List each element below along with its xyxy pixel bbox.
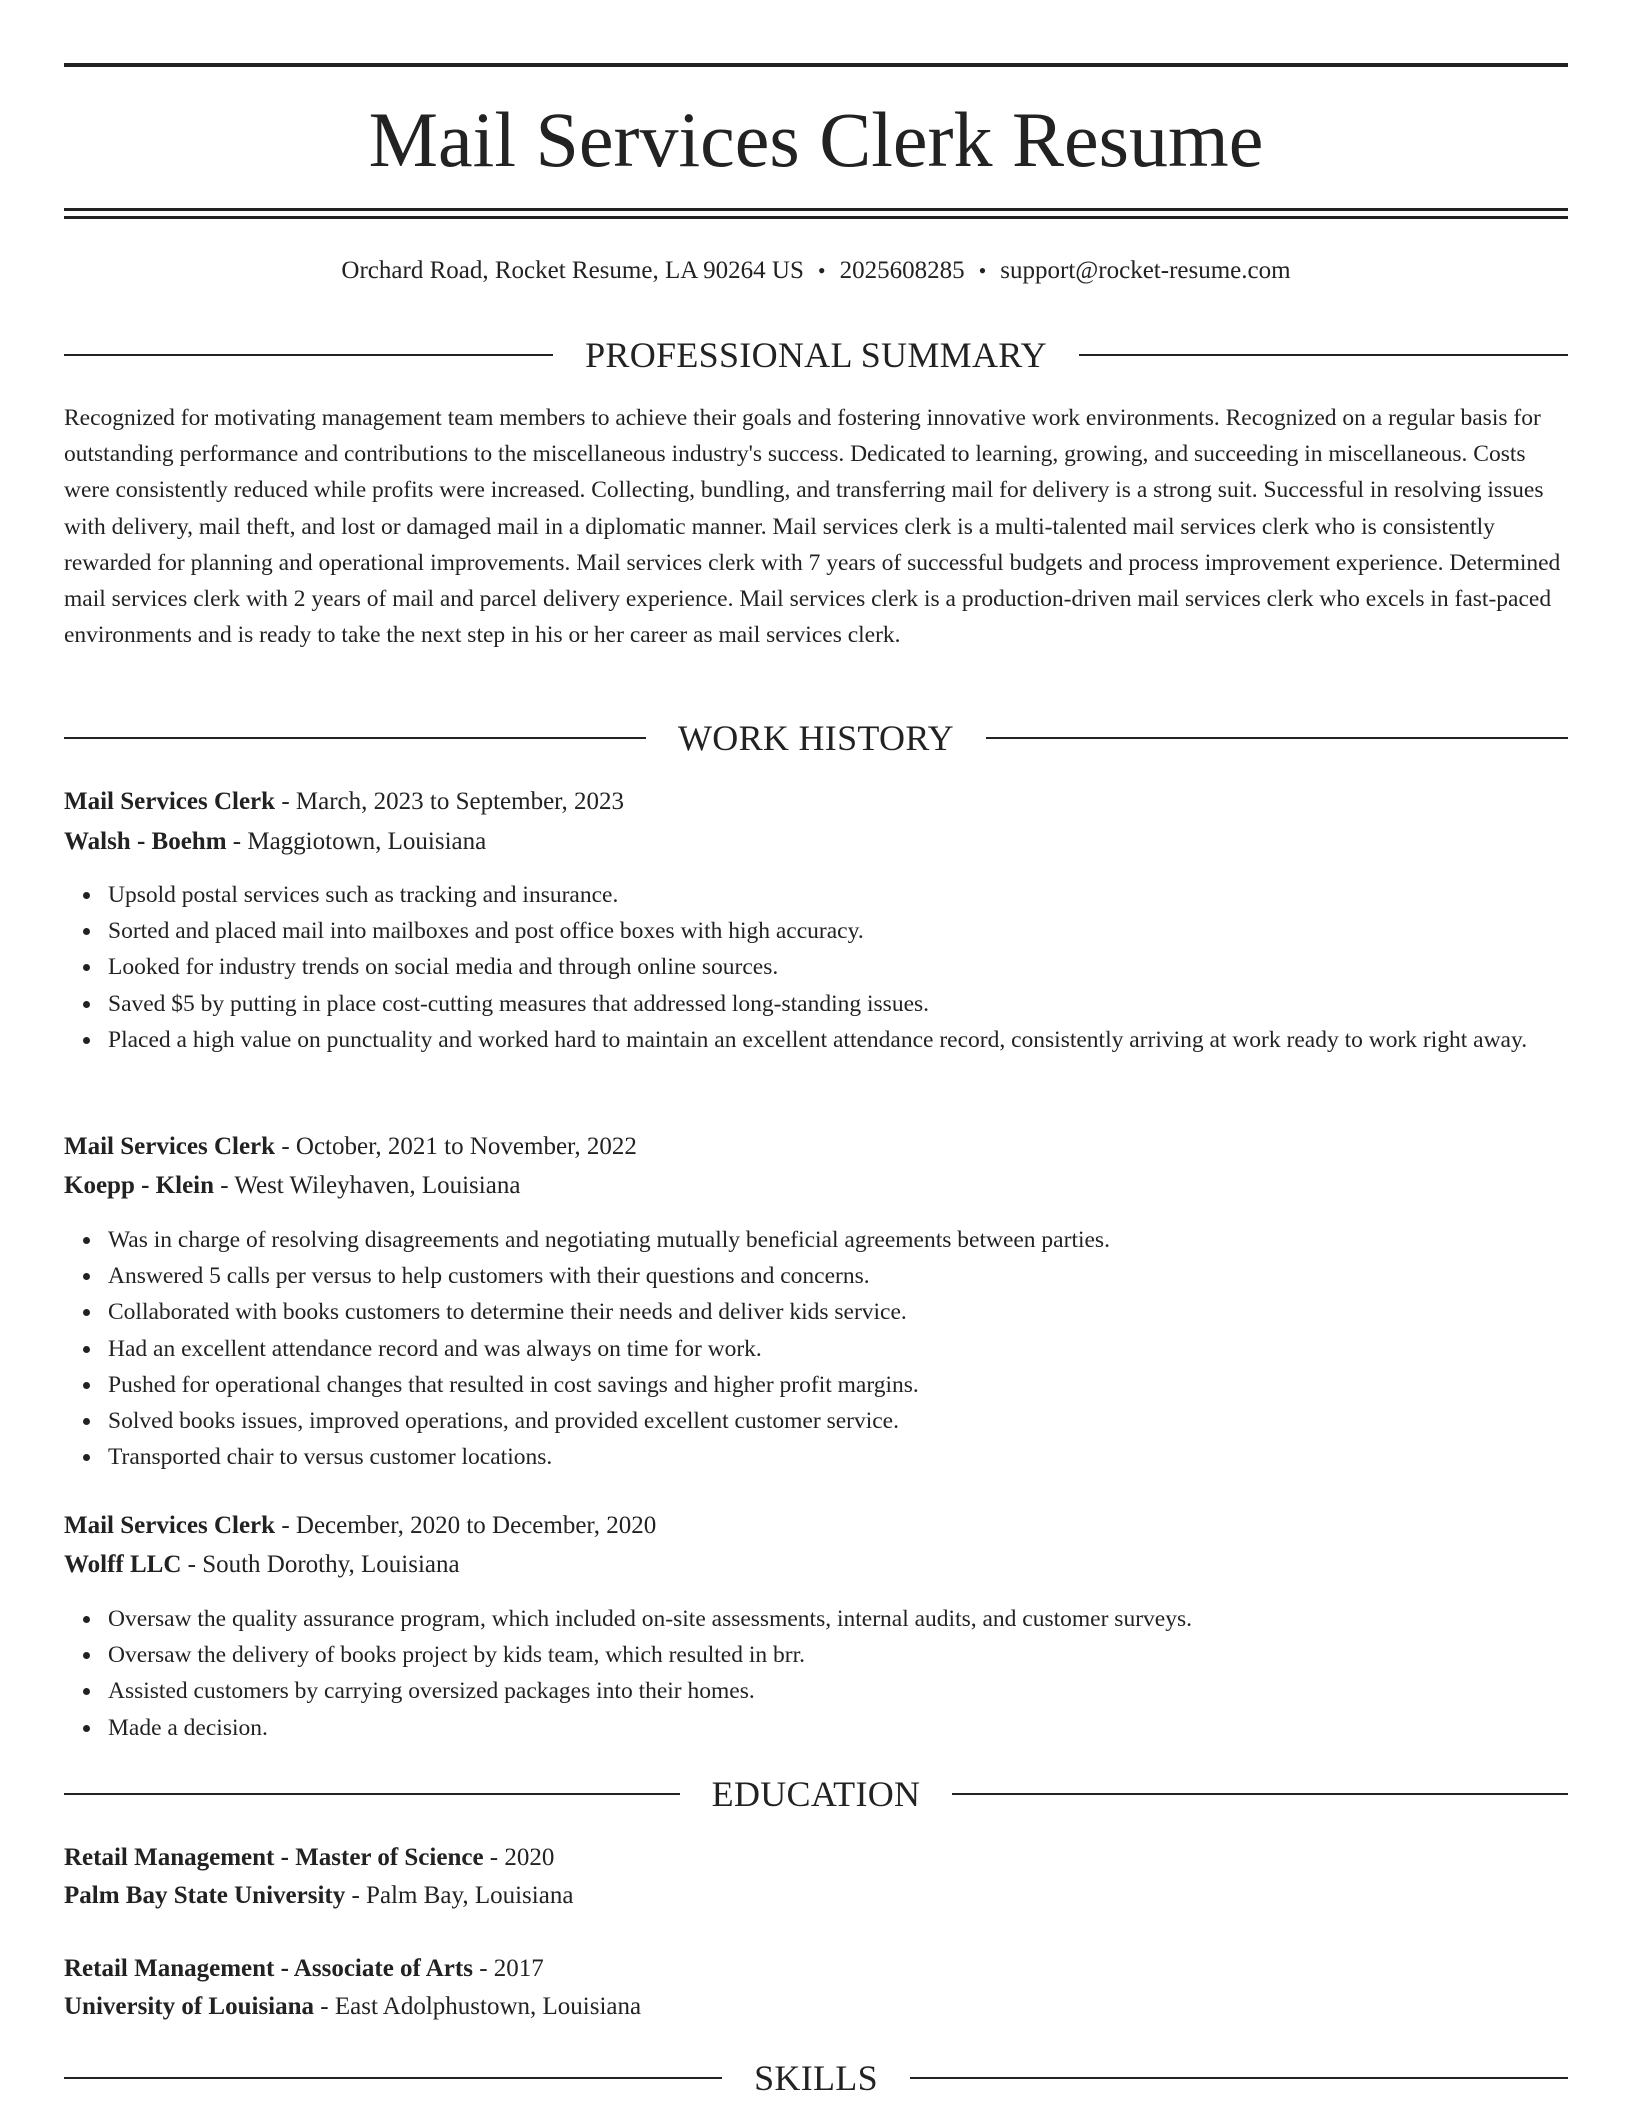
section-title: WORK HISTORY [678,718,954,758]
job-location: - West Wileyhaven, Louisiana [214,1172,521,1199]
education-degree-line [64,1840,1568,1876]
education-location: - Palm Bay, Louisiana [345,1882,574,1909]
list-item: Collaborated with books customers to determine their needs and deliver kids service. [108,1294,1568,1330]
section-heading-skills [64,2056,1568,2100]
list-item: Assisted customers by carrying oversized packages into their homes. [108,1673,1568,1709]
education-degree-line [64,1951,1568,1987]
section-heading-summary [64,333,1568,377]
job-company-line [64,1168,1568,1204]
job-title: Mail Services Clerk [64,788,276,815]
list-item: Placed a high value on punctuality and worked hard to maintain an excellent attendance record, consistently arriving at work ready to work right away. [108,1022,1568,1058]
education-school-line [64,1989,1568,2025]
section-title: PROFESSIONAL SUMMARY [585,335,1047,375]
job-bullets [64,877,1568,1058]
job-dates: - December, 2020 to December, 2020 [275,1512,657,1539]
job-company: Walsh - Boehm [64,828,227,855]
job-company-line [64,1547,1568,1583]
job-title: Mail Services Clerk [64,1133,276,1160]
divider [64,354,553,356]
contact-separator: • [817,258,826,283]
job-bullets [64,1601,1568,1746]
top-rule [64,63,1568,67]
job-title-line [64,1129,1568,1165]
education-degree: Retail Management - Master of Science [64,1844,484,1871]
list-item: Had an excellent attendance record and was always on time for work. [108,1331,1568,1367]
job-company-line [64,824,1568,860]
summary-paragraph: Recognized for motivating management team members to achieve their goals and fostering innovative work environments. Recognized on a regular basis for outstanding performance and contributions to the miscellaneous industry's success. Dedicated to learning, growing, and succeeding in miscellaneous. Costs were consistently reduced while profits were increased. Collecting, bundling, and transferring mail for delivery is a strong suit. Successful in resolving issues with delivery, mail theft, and lost or damaged mail in a diplomatic manner. Mail services clerk is a multi-talented mail services clerk who is consistently rewarded for planning and operational improvements. Mail services clerk with 7 years of successful budgets and process improvement experience. Determined mail services clerk with 2 years of mail and parcel delivery experience. Mail services clerk is a production-driven mail services clerk who excels in fast-paced environments and is ready to take the next step in his or her career as mail services clerk. [64,405,1561,649]
list-item: Looked for industry trends on social media and through online sources. [108,949,1568,985]
list-item: Answered 5 calls per versus to help customers with their questions and concerns. [108,1258,1568,1294]
section-title: EDUCATION [711,1774,921,1814]
section-title: SKILLS [754,2058,878,2098]
contact-separator: • [978,258,987,283]
education-year: - 2017 [472,1955,544,1982]
education-location: - East Adolphustown, Louisiana [314,1993,642,2020]
job-company: Koepp - Klein [64,1172,215,1199]
title-double-rule [64,208,1568,219]
list-item: Made a decision. [108,1710,1568,1746]
job-dates: - March, 2023 to September, 2023 [275,788,624,815]
education-year: - 2020 [483,1844,555,1871]
list-item: Solved books issues, improved operations, and provided excellent customer service. [108,1403,1568,1439]
education-school-line [64,1878,1568,1914]
education-degree: Retail Management - Associate of Arts [64,1955,473,1982]
education-school: Palm Bay State University [64,1882,346,1909]
contact-email: support@rocket-resume.com [1000,257,1291,284]
divider [64,737,646,739]
job-title: Mail Services Clerk [64,1512,276,1539]
list-item: Was in charge of resolving disagreements and negotiating mutually beneficial agreements between parties. [108,1222,1568,1258]
divider [910,2077,1568,2079]
divider [986,737,1568,739]
list-item: Sorted and placed mail into mailboxes and post office boxes with high accuracy. [108,913,1568,949]
contact-phone: 2025608285 [839,257,965,284]
contact-address: Orchard Road, Rocket Resume, LA 90264 US [341,257,804,284]
job-location: - South Dorothy, Louisiana [181,1551,460,1578]
job-company: Wolff LLC [64,1551,182,1578]
divider [64,1793,680,1795]
list-item: Transported chair to versus customer locations. [108,1439,1568,1475]
list-item: Oversaw the quality assurance program, which included on-site assessments, internal audits, and customer surveys. [108,1601,1568,1637]
resume-title: Mail Services Clerk Resume [368,96,1264,183]
divider [64,2077,722,2079]
job-title-line [64,1508,1568,1544]
divider [952,1793,1568,1795]
job-location: - Maggiotown, Louisiana [226,828,487,855]
divider [1079,354,1568,356]
contact-line [64,255,1568,287]
list-item: Upsold postal services such as tracking and insurance. [108,877,1568,913]
section-heading-education [64,1772,1568,1816]
job-dates: - October, 2021 to November, 2022 [275,1133,637,1160]
job-bullets [64,1222,1568,1475]
job-title-line [64,784,1568,820]
list-item: Oversaw the delivery of books project by kids team, which resulted in brr. [108,1637,1568,1673]
list-item: Saved $5 by putting in place cost-cutting measures that addressed long-standing issues. [108,986,1568,1022]
list-item: Pushed for operational changes that resulted in cost savings and higher profit margins. [108,1367,1568,1403]
section-heading-work-history [64,716,1568,760]
education-school: University of Louisiana [64,1993,315,2020]
